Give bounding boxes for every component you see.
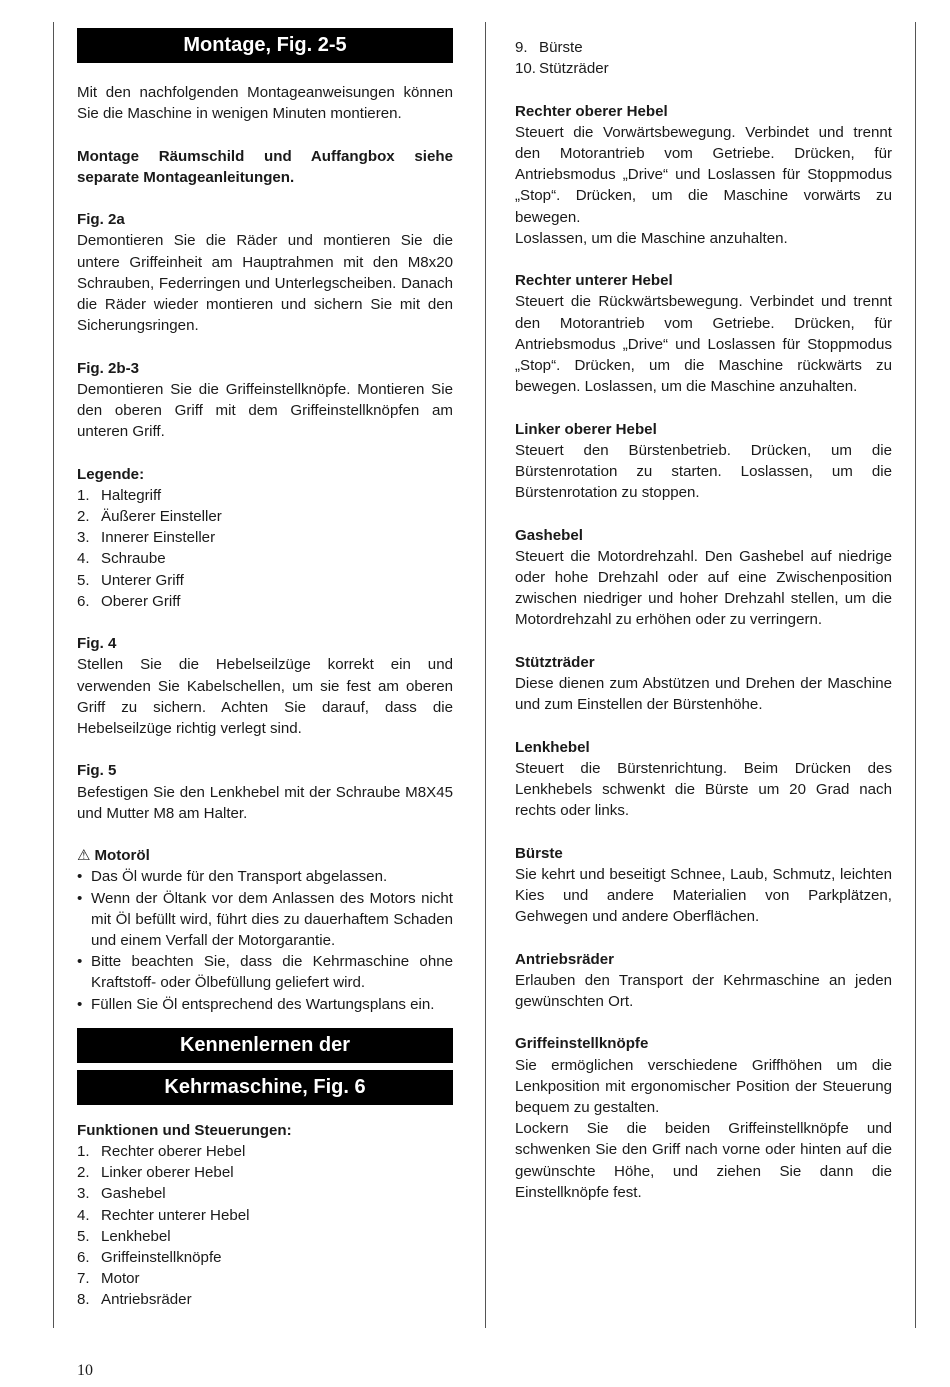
section-title: Griffeinstellknöpfe	[515, 1035, 649, 1053]
section-heading-montage: Montage, Fig. 2-5	[77, 28, 453, 63]
list-item: • Das Öl wurde für den Transport abgelassen.	[77, 868, 388, 886]
oil-title: Motoröl	[94, 847, 150, 865]
right-column	[515, 37, 892, 1203]
column-rule-left	[53, 22, 54, 1328]
fig2a-text: Demontieren Sie die Räder und montieren Sie die untere Griffeinheit am Hauptrahmen mit den M8x20 Schrauben, Federringen und Unterlegscheiben. Danach die Räder wieder montieren und sichern Sie mit den Sicherungsringen.	[77, 232, 453, 335]
list-item: 4. Schraube	[77, 550, 166, 568]
section-title: Gashebel	[515, 526, 583, 544]
section-title: Rechter oberer Hebel	[515, 102, 668, 120]
list-item: 6. Oberer Griff	[77, 592, 181, 610]
functions-list-continued	[515, 37, 892, 79]
page-number: 10	[77, 1362, 93, 1379]
fig2b3-text: Demontieren Sie die Griffeinstellknöpfe. Montieren Sie den oberen Griff mit dem Griffeinstellknöpfen am unteren Griff.	[77, 380, 453, 441]
list-item: 2. Linker oberer Hebel	[77, 1164, 234, 1182]
section-text: Erlauben den Transport der Kehrmaschine an jeden gewünschten Ort.	[515, 971, 892, 1011]
oil-bullet-list	[77, 866, 453, 1014]
warning-triangle-icon: ⚠	[77, 847, 91, 865]
section-text: Sie ermöglichen verschiedene Griffhöhen um die Lenkposition mit ergonomischer Position der Steuerung bequem zu gestalten.	[515, 1056, 892, 1117]
section-text: Lockern Sie die beiden Griffeinstellknöpfe und schwenken Sie den Griff nach vorne oder hinten auf die gewünschte Höhe, und ziehen Sie dann die Einstellknöpfe fest.	[515, 1120, 892, 1201]
mounting-note: Montage Räumschild und Auffangbox siehe separate Montageanleitungen.	[77, 147, 453, 186]
section-text: Steuert den Bürstenbetrieb. Drücken, um die Bürstenrotation zu starten. Loslassen, um die Bürstenrotation zu stoppen.	[515, 441, 892, 502]
section-text: Steuert die Rückwärtsbewegung. Verbindet und trennt den Motorantrieb vom Getriebe. Drücken, für Antriebsmodus „Drive“ und Loslassen für Stoppmodus „Stop“. Drücken, um die Maschine rückwärts zu bewegen. Loslassen, um die Maschine anzuhalten.	[515, 293, 892, 396]
section-text: Diese dienen zum Abstützen und Drehen der Maschine und zum Einstellen der Bürstenhöhe.	[515, 675, 892, 714]
section-text: Steuert die Bürstenrichtung. Beim Drücken des Lenkhebels schwenkt die Bürste um 20 Grad nach rechts oder links.	[515, 759, 892, 820]
list-item: 6. Griffeinstellknöpfe	[77, 1249, 222, 1267]
fig2a-title: Fig. 2a	[77, 211, 125, 229]
section-title: Antriebsräder	[515, 950, 614, 968]
column-rule-middle	[485, 22, 486, 1328]
list-item: 5. Lenkhebel	[77, 1227, 171, 1245]
list-item: 1. Rechter oberer Hebel	[77, 1143, 246, 1161]
list-item: 3. Innerer Einsteller	[77, 529, 216, 547]
section-title: Linker oberer Hebel	[515, 420, 657, 438]
section-title: Stützträder	[515, 653, 595, 671]
intro-paragraph: Mit den nachfolgenden Montageanweisungen können Sie die Maschine in wenigen Minuten montieren.	[77, 84, 453, 123]
functions-title: Funktionen und Steuerungen:	[77, 1121, 292, 1139]
fig4-text: Stellen Sie die Hebelseilzüge korrekt ein und verwenden Sie Kabelschellen, um sie fest am oberen Griff zu sichern. Achten Sie darauf, dass die Hebelseilzüge richtig verlegt sind.	[77, 656, 453, 738]
list-item: 9. Bürste	[515, 39, 583, 56]
section-title: Lenkhebel	[515, 738, 590, 756]
column-rule-right	[915, 22, 916, 1328]
section-title: Rechter unterer Hebel	[515, 272, 673, 290]
list-item: • Füllen Sie Öl entsprechend des Wartungsplans ein.	[77, 995, 435, 1013]
legend-title: Legende:	[77, 465, 145, 483]
section-text: Loslassen, um die Maschine anzuhalten.	[515, 229, 788, 247]
fig5-text: Befestigen Sie den Lenkhebel mit der Schraube M8X45 und Mutter M8 am Halter.	[77, 783, 453, 822]
list-item: • Wenn der Öltank vor dem Anlassen des Motors nicht mit Öl befüllt wird, führt dies zu dauerhaftem Schaden und einem Verfall der Motorgarantie.	[77, 889, 453, 950]
list-item: • Bitte beachten Sie, dass die Kehrmaschine ohne Kraftstoff- oder Ölbefüllung geliefert wird.	[77, 953, 453, 992]
section-heading-kehrmaschine: Kehrmaschine, Fig. 6	[77, 1070, 453, 1105]
fig2b3-title: Fig. 2b-3	[77, 359, 140, 377]
legend-list	[77, 485, 453, 612]
list-item: 3. Gashebel	[77, 1185, 166, 1203]
section-heading-kennenlernen: Kennenlernen der	[77, 1028, 453, 1063]
list-item: 7. Motor	[77, 1270, 140, 1288]
list-item: 5. Unterer Griff	[77, 571, 184, 589]
oil-title-line	[77, 845, 453, 866]
section-text: Steuert die Motordrehzahl. Den Gashebel auf niedrige oder hohe Drehzahl oder auf eine Zwischenposition zwischen niedriger und hoher Drehzahl stellen, um die Motordrehzahl zu erhöhen oder zu verringern.	[515, 547, 892, 629]
list-item: 10. Stützräder	[515, 60, 609, 78]
functions-list	[77, 1141, 453, 1311]
section-text: Sie kehrt und beseitigt Schnee, Laub, Schmutz, leichten Kies und andere Materialien von Parkplätzen, Gehwegen und andere Oberflächen.	[515, 865, 892, 926]
fig5-title: Fig. 5	[77, 762, 117, 780]
list-item: 8. Antriebsräder	[77, 1291, 192, 1309]
fig4-title: Fig. 4	[77, 635, 117, 653]
list-item: 4. Rechter unterer Hebel	[77, 1206, 250, 1224]
list-item: 1. Haltegriff	[77, 486, 162, 504]
section-title: Bürste	[515, 844, 563, 862]
left-column	[77, 28, 453, 1311]
list-item: 2. Äußerer Einsteller	[77, 508, 222, 525]
section-text: Steuert die Vorwärtsbewegung. Verbindet und trennt den Motorantrieb vom Getriebe. Drücken, für Antriebsmodus „Drive“ und Loslassen für Stoppmodus „Stop“. Drücken, um die Maschine vorwärts zu bewegen.	[515, 123, 892, 226]
